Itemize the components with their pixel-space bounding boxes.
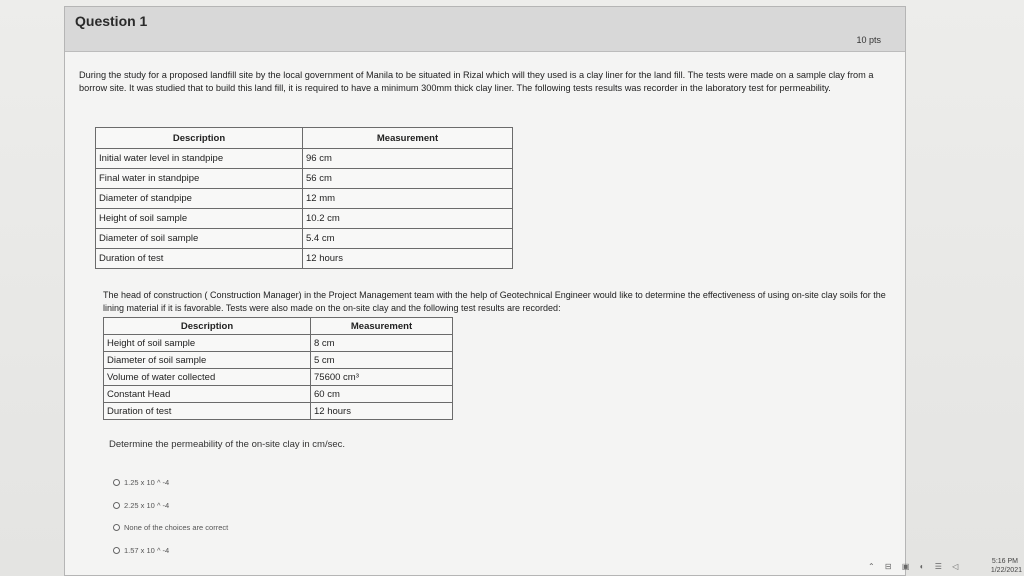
table-row (96, 229, 513, 249)
choice-2[interactable] (113, 500, 228, 511)
radio-icon[interactable] (113, 479, 120, 486)
question-points: 10 pts (856, 35, 881, 45)
choice-label: 1.57 x 10 ^ -4 (124, 545, 170, 555)
table-row (96, 189, 513, 209)
table-cell: Diameter of soil sample (104, 352, 311, 369)
answer-choices (113, 477, 228, 567)
choice-1[interactable] (113, 477, 228, 488)
table-cell: 10.2 cm (303, 209, 513, 229)
table-cell: 5 cm (311, 352, 453, 369)
question-card (64, 6, 906, 576)
table-cell: Diameter of soil sample (96, 229, 303, 249)
question-body (79, 69, 886, 555)
choice-label: 2.25 x 10 ^ -4 (124, 500, 170, 510)
system-tray (864, 558, 1024, 576)
table-row (96, 169, 513, 189)
table-row (96, 209, 513, 229)
table-cell: 12 hours (303, 249, 513, 269)
table-header-description: Description (104, 318, 311, 335)
table-row (104, 386, 453, 403)
radio-icon[interactable] (113, 524, 120, 531)
table-row (104, 403, 453, 420)
lab-test-table (95, 127, 513, 269)
table-cell: 12 hours (311, 403, 453, 420)
table-cell: 8 cm (311, 335, 453, 352)
table-cell: Duration of test (104, 403, 311, 420)
table-header-measurement: Measurement (311, 318, 453, 335)
question-prompt: Determine the permeability of the on-site clay in cm/sec. (109, 439, 346, 450)
table-row (96, 249, 513, 269)
table-cell: 5.4 cm (303, 229, 513, 249)
choice-4[interactable] (113, 545, 228, 556)
table-cell: Final water in standpipe (96, 169, 303, 189)
table-cell: Volume of water collected (104, 369, 311, 386)
table-cell: Height of soil sample (96, 209, 303, 229)
radio-icon[interactable] (113, 502, 120, 509)
onsite-test-table (103, 317, 453, 420)
question-title: Question 1 (75, 13, 148, 29)
table-row (96, 149, 513, 169)
table-header-description: Description (96, 128, 303, 149)
table-row (104, 335, 453, 352)
table-header-measurement: Measurement (303, 128, 513, 149)
table-cell: Constant Head (104, 386, 311, 403)
table-cell: Duration of test (96, 249, 303, 269)
radio-icon[interactable] (113, 547, 120, 554)
table-cell: 96 cm (303, 149, 513, 169)
table-row (104, 352, 453, 369)
table-cell: 75600 cm³ (311, 369, 453, 386)
table-cell: 56 cm (303, 169, 513, 189)
onsite-paragraph: The head of construction ( Construction Manager) in the Project Management team with the help of Geotechnical Engineer would like to determine the effectiveness of using on-site clay soils for the lining material if it is favorable. Tests were also made on the on-site clay and the following test results are recorded: (103, 290, 886, 313)
clock-date[interactable]: 1/22/2021 (990, 567, 1022, 574)
intro-paragraph: During the study for a proposed landfill site by the local government of Manila to be situated in Rizal which will they used is a clay liner for the land fill. The tests were made on a sample clay from a borrow site. It was studied that to build this land fill, it is required to have a minimum 300mm thick clay liner. The following tests results was recorder in the laboratory test for permeability. (79, 70, 874, 93)
table-cell: 12 mm (303, 189, 513, 209)
choice-label: None of the choices are correct (124, 523, 229, 532)
table-row (104, 369, 453, 386)
table-cell: Height of soil sample (104, 335, 311, 352)
choice-3[interactable] (113, 522, 228, 533)
clock-time[interactable]: 5:16 PM (991, 558, 1018, 565)
question-header (65, 7, 905, 52)
tray-icons[interactable]: ⌃ ⊟ ▣ ◐ ☰ ◁ (868, 562, 963, 571)
table-cell: Initial water level in standpipe (96, 149, 303, 169)
table-cell: 60 cm (311, 386, 453, 403)
table-cell: Diameter of standpipe (96, 189, 303, 209)
choice-label: 1.25 x 10 ^ -4 (124, 478, 170, 487)
